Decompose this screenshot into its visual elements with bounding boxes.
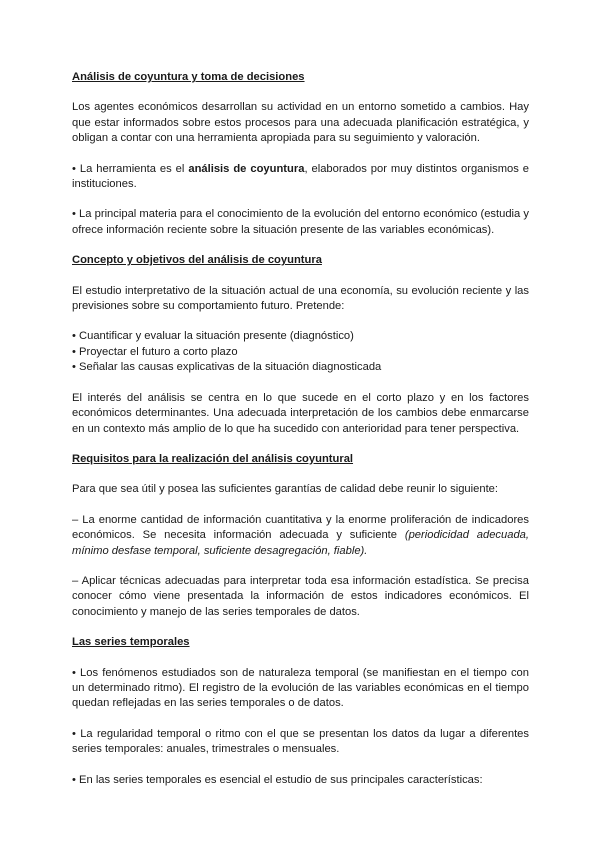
bullet-caracteristicas: • En las series temporales es esencial el estudio de sus principales características: xyxy=(72,773,483,786)
bullet-fenomenos: • Los fenómenos estudiados son de naturaleza temporal (se manifiestan en el tiempo con un determinado ritmo). El registro de la evolución de las variables económicas en el tiempo quedan reflejadas en las series temporales o de datos. xyxy=(72,666,529,710)
paragraph-interes: El interés del análisis se centra en lo que sucede en el corto plazo y en los factores económicos determinantes. Una adecuada interpretación de los cambios debe enmarcarse en un contexto más amplio de lo que ha sucedido con anterioridad para tener perspectiva. xyxy=(72,391,529,435)
document-page xyxy=(72,70,529,788)
bullet-regularidad: • La regularidad temporal o ritmo con el que se presentan los datos da lugar a diferentes series temporales: anuales, trimestrales o mensuales. xyxy=(72,727,529,756)
section-heading-concepto: Concepto y objetivos del análisis de coyuntura xyxy=(72,254,322,267)
item-informacion-text: – La enorme cantidad de información cuantitativa y la enorme proliferación de indicadores económicos. Se necesita información adecuada y suficiente xyxy=(72,513,529,542)
bullet-herramienta xyxy=(72,162,529,193)
list-item: • Proyectar el futuro a corto plazo xyxy=(72,345,238,358)
section-heading-series: Las series temporales xyxy=(72,636,190,649)
item-tecnicas: – Aplicar técnicas adecuadas para interpretar toda esa información estadística. Se precisa conocer cómo viene presentada la información de estos indicadores económicos. El conocimiento y manejo de las series temporales de datos. xyxy=(72,574,529,618)
section-heading-requisitos: Requisitos para la realización del análisis coyuntural xyxy=(72,452,354,465)
bullet-principal-materia: • La principal materia para el conocimiento de la evolución del entorno económico (estudia y ofrece información reciente sobre la situación presente de las variables económicas). xyxy=(72,208,529,236)
paragraph-utilidad: Para que sea útil y posea las suficientes garantías de calidad debe reunir lo siguiente: xyxy=(72,483,499,496)
bullet-herramienta-prefix: • La herramienta es el xyxy=(72,162,189,175)
item-informacion xyxy=(72,513,529,559)
paragraph-agentes: Los agentes económicos desarrollan su actividad en un entorno sometido a cambios. Hay que estar informados sobre estos procesos para una adecuada planificación estratégica, y obligan a contar con una herramienta apropiada para su seguimiento y valoración. xyxy=(72,101,529,145)
list-item: • Cuantificar y evaluar la situación presente (diagnóstico) xyxy=(72,330,354,343)
list-item: • Señalar las causas explicativas de la situación diagnosticada xyxy=(72,361,382,374)
bullet-herramienta-bold: análisis de coyuntura xyxy=(188,162,305,175)
paragraph-estudio: El estudio interpretativo de la situación actual de una economía, su evolución reciente y las previsiones sobre su comportamiento futuro. Pretende: xyxy=(72,284,529,313)
item-informacion-italic: (periodicidad adecuada, mínimo desfase temporal, suficiente desagregación, fiable). xyxy=(72,529,530,557)
bullet-herramienta-suffix: , elaborados por muy distintos organismos e instituciones. xyxy=(72,162,530,191)
section-heading-coyuntura: Análisis de coyuntura y toma de decisiones xyxy=(72,71,305,83)
